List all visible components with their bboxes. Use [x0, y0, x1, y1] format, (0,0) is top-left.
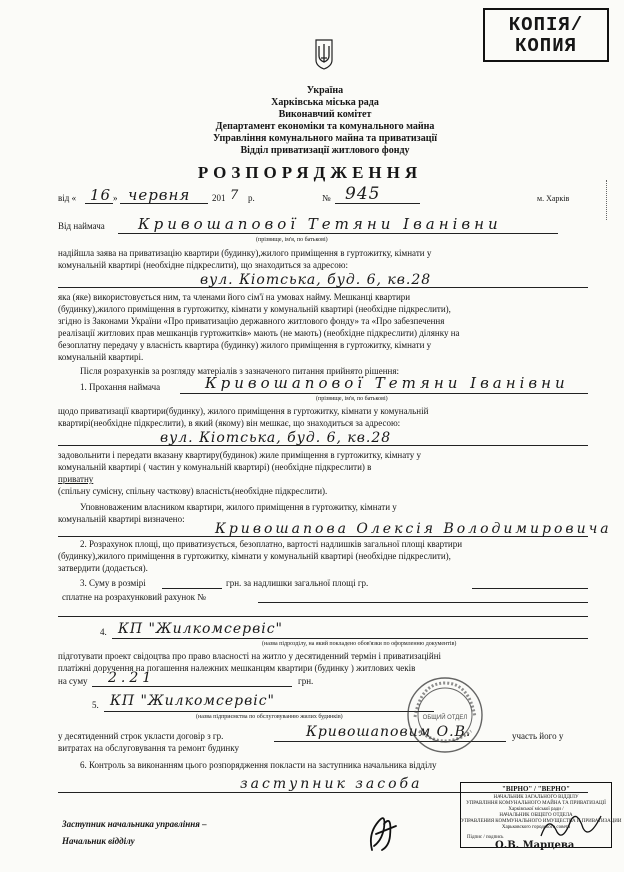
- item4-sum-label: на суму: [58, 676, 88, 686]
- handwritten-signature: [362, 806, 402, 854]
- item2-line-1: 2. Розрахунок площі, що приватизується, безоплатно, вартості надлишків загальної площі квартири: [80, 539, 463, 549]
- item4-sum: 2.21: [108, 670, 156, 686]
- header-department: Департамент економіки та комунального майна: [215, 121, 435, 132]
- item5-hint: (назва підприємства по обслуговуванню жилих будинків): [196, 714, 343, 720]
- verno-sign-label: Підпис / подпись: [467, 835, 504, 840]
- item5-person: Кривошаповим О.В.: [306, 724, 472, 740]
- item4-sum-unit: грн.: [298, 676, 314, 686]
- verno-line-3: Харківської міської ради /: [508, 807, 564, 812]
- p1-line-2: комунальній квартирі (необхідне підкреслити), що знаходиться за адресою:: [58, 260, 348, 270]
- item5-line-2: витратах на обслуговування та ремонт будинку: [58, 743, 239, 753]
- p2-line-1: яка (яке) використовується ним, та членами його сім'ї на умовах найму. Мешканці квартири: [58, 292, 411, 302]
- header-council: Харківська міська рада: [271, 97, 379, 108]
- item5-line-1b: участь його у: [512, 731, 564, 741]
- item1-line-2: квартирі(необхідне підкреслити), в який (якому) він мешкає, що знаходиться за адресою:: [58, 418, 401, 428]
- item4-line-2: платіжні доручення на погашення належних мешканцям квартири (будинку ) житлових чеків: [58, 663, 416, 673]
- date-day: 16: [90, 186, 112, 204]
- copy-stamp-line2: КОПИЯ: [514, 35, 577, 57]
- item4-hint: (назва підрозділу, на який покладено обов'язки по оформленню документів): [262, 641, 457, 647]
- header-division: Відділ приватизації житлового фонду: [240, 145, 410, 156]
- trident-emblem-icon: [313, 38, 335, 70]
- copy-stamp-line1: КОПІЯ/: [508, 14, 584, 36]
- item6-hand: заступник засоба: [240, 776, 423, 792]
- date-year-prefix: 201: [212, 193, 226, 203]
- p2-line-2: (будинку),жилого приміщення в гуртожитку, кімнати у комунальній квартирі (необхідне підкреслити),: [58, 304, 451, 314]
- item3-line-1b: грн. за надлишки загальної площі гр.: [226, 578, 369, 588]
- item1-line-4: комунальній квартирі ( частин у комунальній квартирі) (необхідне підкреслити) в: [58, 462, 372, 472]
- tenant-name: Кривошапової Тетяни Іванівни: [138, 215, 502, 233]
- document-title: РОЗПОРЯДЖЕННЯ: [197, 163, 423, 182]
- signatory-role-2: Начальник відділу: [62, 836, 135, 846]
- item2-line-3: затвердити (додається).: [58, 563, 148, 573]
- verno-line-6: Харьковского городского совета: [501, 825, 571, 830]
- owner-line-2: комунальній квартирі визначено:: [58, 514, 185, 524]
- owner-name: Кривошапова Олексія Володимировича: [215, 521, 612, 537]
- item4-num: 4.: [100, 627, 107, 637]
- verno-line-1: НАЧАЛЬНИК ЗАГАЛЬНОГО ВІДДІЛУ: [493, 795, 579, 800]
- item1-label: 1. Прохання наймача: [80, 382, 161, 392]
- verno-signature: [535, 806, 605, 846]
- round-seal: [405, 675, 485, 755]
- date-mid: »: [113, 193, 118, 203]
- order-number: 945: [345, 184, 381, 204]
- item4-line-1: підготувати проект свідоцтва про право власності на житло у десятиденний термін і приватизаційні: [58, 651, 442, 661]
- item1-hint: (прізвище, ім'я, по батькові): [316, 396, 388, 402]
- date-month: червня: [128, 186, 191, 204]
- p3-line: Після розрахунків за розгляду матеріалів з зазначеного питання прийнято рішення:: [80, 366, 399, 376]
- round-seal-text: ОБЩИЙ ОТДЕЛ: [422, 715, 468, 721]
- item5-line-1a: у десятиденний строк укласти договір з гр.: [58, 731, 224, 741]
- p1-address: вул. Кіотська, буд. 6, кв.28: [200, 272, 432, 288]
- date-year-suffix: р.: [248, 193, 255, 203]
- header-committee: Виконавчий комітет: [278, 109, 372, 120]
- item1-name: Кривошапової Тетяни Іванівни: [205, 374, 569, 392]
- p2-line-6: комунальній квартирі.: [58, 352, 144, 362]
- item1-address: вул. Кіотська, буд. 6, кв.28: [160, 430, 392, 446]
- item6-line: 6. Контроль за виконанням цього розпорядження покласти на заступника начальника відділу: [80, 760, 437, 770]
- number-sign: №: [322, 193, 331, 203]
- right-edge-mark: [606, 180, 610, 220]
- item1-line-5: приватну: [58, 474, 94, 484]
- item1-line-1: щодо приватизації квартири(будинку), жилого приміщення в гуртожитку, кімнати у комунальній: [58, 406, 429, 416]
- date-prefix: від «: [58, 193, 77, 203]
- tenant-hint: (прізвище, ім'я, по батькові): [256, 237, 328, 243]
- item1-line-6: (спільну сумісну, спільну часткову) власність(необхідне підкреслити).: [58, 486, 328, 496]
- header-administration: Управління комунального майна та приватизації: [212, 133, 438, 144]
- verno-line-4: НАЧАЛЬНИК ОБЩЕГО ОТДЕЛА: [499, 813, 573, 818]
- item5-num: 5.: [92, 700, 99, 710]
- verno-line-5: УПРАВЛЕНИЯ КОММУНАЛЬНОГО ИМУЩЕСТВА И ПРИВАТИЗАЦИИ: [461, 819, 622, 824]
- p2-line-3: згідно із Законами України «Про приватизацію державного житлового фонду» та «Про забезпечення: [58, 316, 445, 326]
- p2-line-4: реалізації житлових прав мешканців гуртожитків» мають (не мають) (необхідне підкреслити) ділянку на: [58, 328, 460, 338]
- p1-line-1: надійшла заява на приватизацію квартири (будинку),жилого приміщення в гуртожитку, кімнати у: [58, 248, 432, 258]
- item3-line-2: сплатне на розрахунковий рахунок №: [62, 592, 206, 602]
- copy-stamp: [483, 8, 609, 62]
- verno-title: "ВІРНО" / "ВЕРНО": [501, 785, 571, 793]
- verno-line-2: УПРАВЛІННЯ КОМУНАЛЬНОГО МАЙНА ТА ПРИВАТИЗАЦІЇ: [466, 801, 606, 806]
- signatory-role-1: Заступник начальника управління –: [62, 819, 207, 829]
- item2-line-2: (будинку),жилого приміщення в гуртожитку, кімнати у комунальній квартирі (необхідне підкреслити),: [58, 551, 451, 561]
- item1-line-3: задовольнити і передати вказану квартиру(будинок) жиле приміщення в гуртожитку, кімнату у: [58, 450, 422, 460]
- header-country: Україна: [306, 85, 344, 96]
- date-year-digit: 7: [230, 188, 240, 203]
- item4-org: КП "Жилкомсервіс": [118, 621, 283, 637]
- city: м. Харків: [537, 194, 570, 203]
- owner-line-1: Уповноваженим власником квартири, жилого приміщення в гуртожитку, кімнати у: [80, 502, 397, 512]
- verno-signer-name: О.В. Марцева: [495, 840, 575, 851]
- p2-line-5: безоплатну передачу у власність квартира (будинку) жилого приміщення в гуртожитку, кімнати у: [58, 340, 432, 350]
- tenant-label: Від наймача: [58, 221, 105, 231]
- item3-line-1a: 3. Суму в розмірі: [80, 578, 146, 588]
- item5-org: КП "Жилкомсервіс": [110, 693, 275, 709]
